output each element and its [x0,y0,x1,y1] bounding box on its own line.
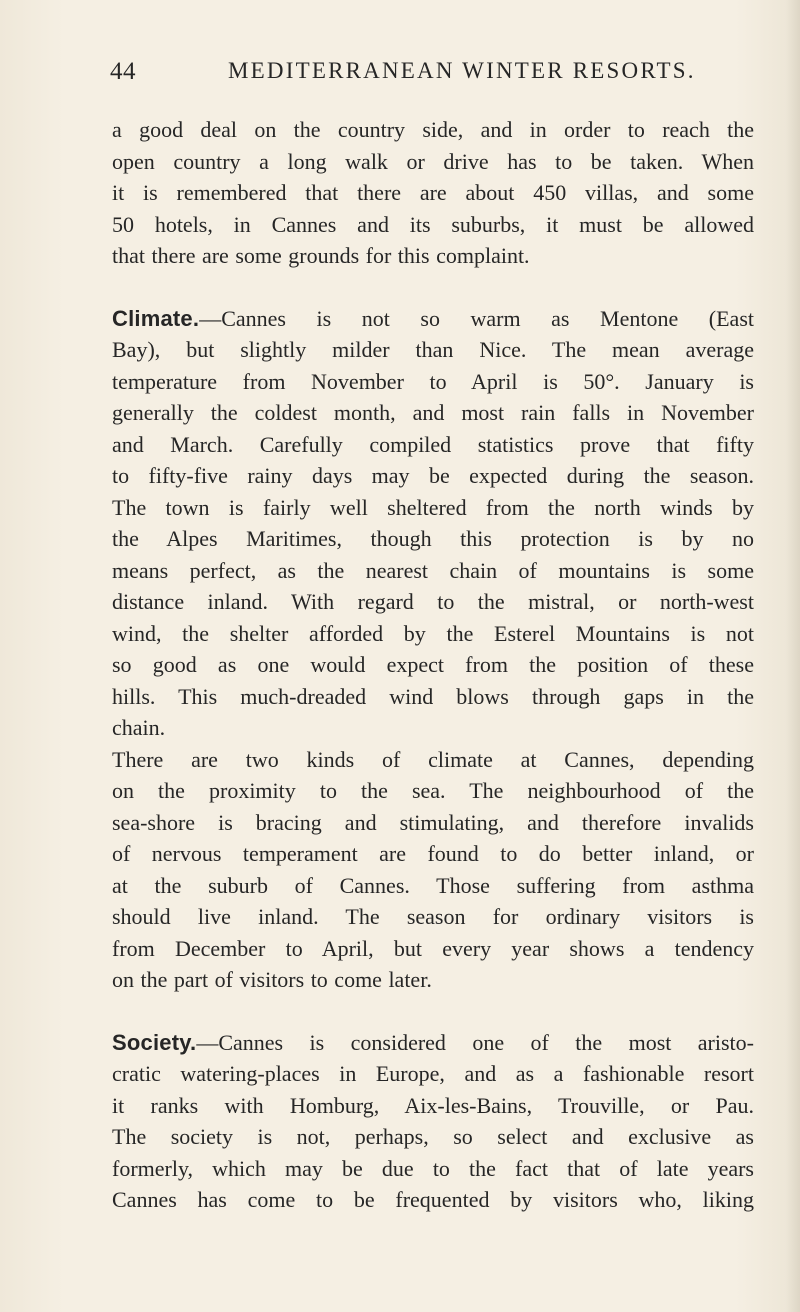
text-line: of nervous temperament are found to do better inland, or [112,841,754,866]
text-line: Cannes has come to be frequented by visitors who, liking [112,1187,754,1212]
text-run: —Cannes is considered one of the most aristo- [196,1029,754,1055]
text-line: There are two kinds of climate at Cannes, depending [112,746,754,772]
text-line: temperature from November to April is 50°. January is [112,368,754,394]
text-line: on the proximity to the sea. The neighbourhood of the [112,778,754,803]
text-line [112,303,754,335]
text-line: chain. [112,715,166,740]
section-heading-society: Society. [112,1029,197,1055]
text-line: open country a long walk or drive has to be taken. When [112,148,754,174]
text-line: on the part of visitors to come later. [112,967,432,992]
text-line: wind, the shelter afforded by the Esterel Mountains is not [112,620,754,646]
text-line: the Alpes Maritimes, though this protection is by no [112,526,754,551]
text-line: and March. Carefully compiled statistics prove that fifty [112,431,754,457]
text-line: cratic watering-places in Europe, and as a fashionable resort [112,1061,754,1086]
section-climate [112,303,754,744]
text-line: sea-shore is bracing and stimulating, and therefore invalids [112,809,754,835]
text-line: The town is fairly well sheltered from the north winds by [112,494,754,520]
section-gap [112,272,754,303]
page-number: 44 [110,58,136,85]
section-gap [112,996,754,1027]
page-edge-shadow [786,0,800,1312]
body-text [112,114,754,1216]
text-line: 50 hotels, in Cannes and its suburbs, it must be allowed [112,211,754,237]
text-line: The society is not, perhaps, so select and exclusive as [112,1124,754,1149]
text-line: it is remembered that there are about 450 villas, and some [112,180,754,205]
paragraph-intro [112,114,754,272]
paragraph-climate-kinds [112,744,754,996]
text-line: from December to April, but every year shows a tendency [112,935,754,961]
section-heading-climate: Climate. [112,305,200,331]
text-line: formerly, which may be due to the fact that of late years [112,1155,754,1181]
text-line: at the suburb of Cannes. Those suffering from asthma [112,872,754,898]
text-line: a good deal on the country side, and in order to reach the [112,117,754,142]
text-line: that there are some grounds for this complaint. [112,243,530,268]
text-line: it ranks with Homburg, Aix-les-Bains, Trouville, or Pau. [112,1092,754,1118]
running-head: MEDITERRANEAN WINTER RESORTS. [228,58,696,83]
text-line: so good as one would expect from the position of these [112,652,754,677]
section-society [112,1027,754,1216]
page-header [110,58,750,92]
text-line: hills. This much-dreaded wind blows through gaps in the [112,683,754,709]
text-line [112,1027,754,1059]
text-line: to fifty-five rainy days may be expected during the season. [112,463,754,488]
text-line: Bay), but slightly milder than Nice. The mean average [112,337,754,362]
text-line: generally the coldest month, and most rain falls in November [112,400,754,425]
text-run: —Cannes is not so warm as Mentone (East [199,305,754,331]
text-line: should live inland. The season for ordinary visitors is [112,904,754,929]
text-line: means perfect, as the nearest chain of mountains is some [112,557,754,583]
text-line: distance inland. With regard to the mistral, or north-west [112,589,754,614]
